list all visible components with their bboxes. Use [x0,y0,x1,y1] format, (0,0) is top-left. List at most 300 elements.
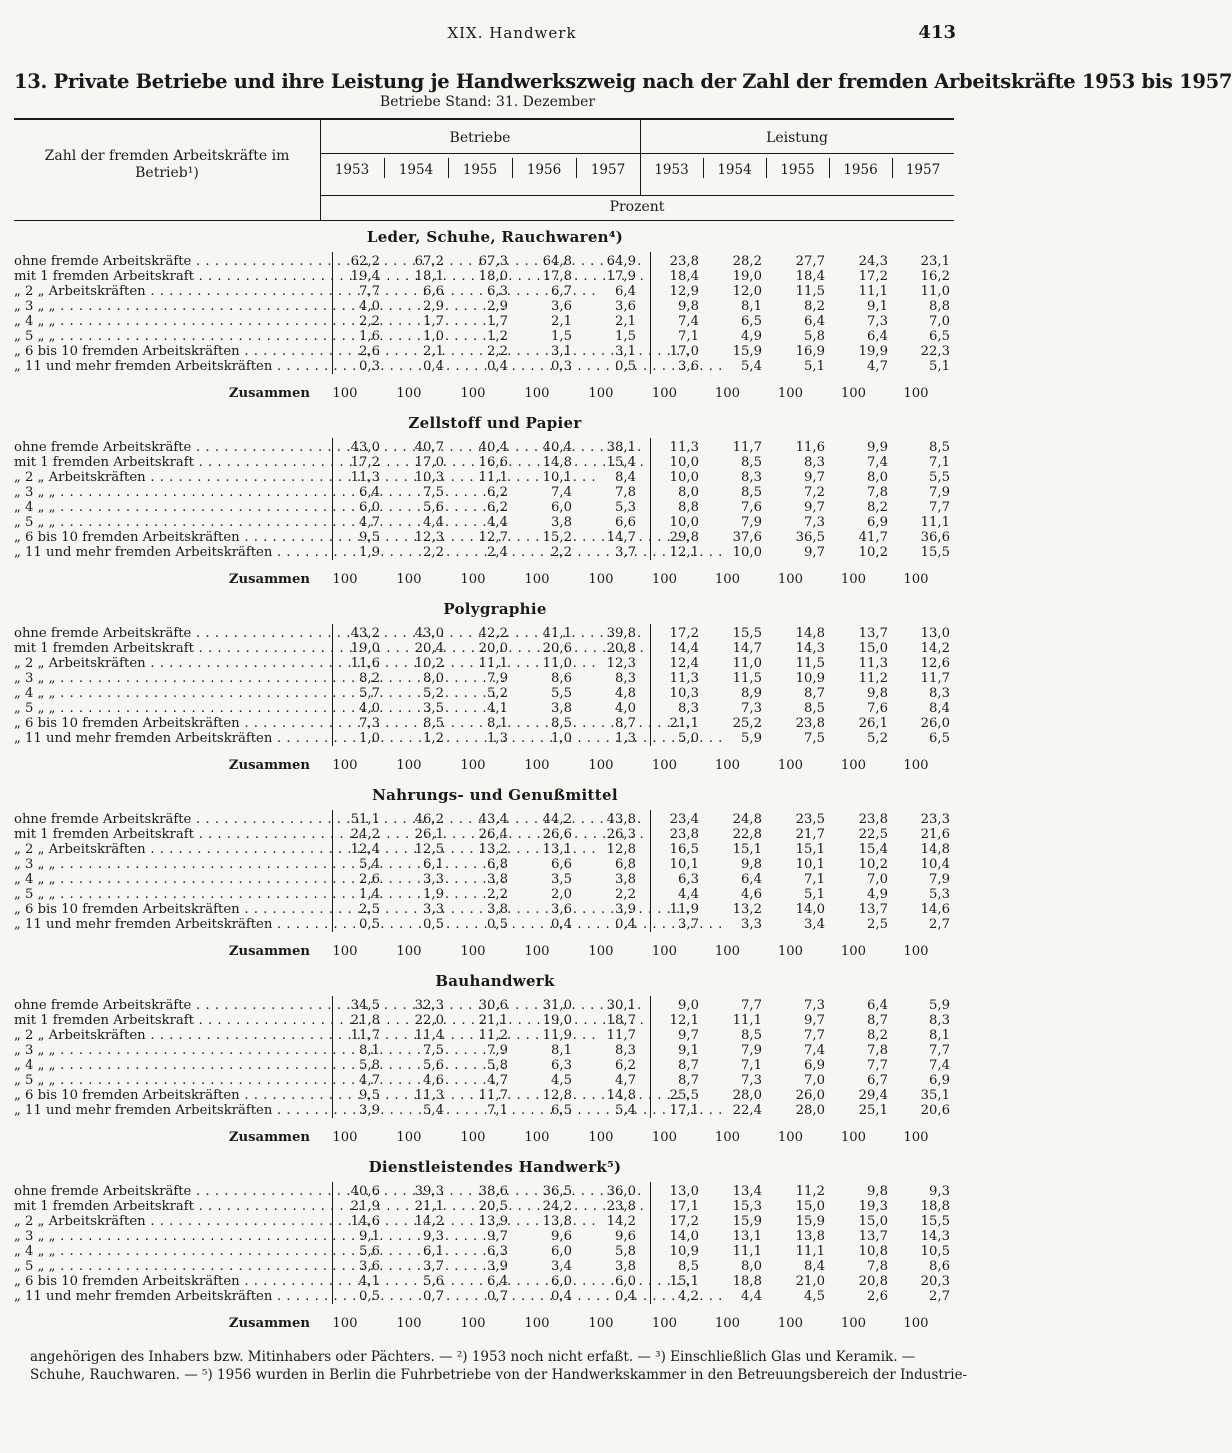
total-cell: 100 [651,1316,678,1331]
table-cell: 21,0 [795,1274,825,1289]
table-cell: 5,8 [615,1244,636,1259]
table-cell: 11,7 [920,671,950,686]
table-cell: 2,1 [423,344,444,359]
table-cell: 40,4 [542,440,572,455]
total-row [14,1316,954,1331]
table-cell: 8,7 [678,1058,699,1073]
year-header: 1956 [843,162,878,178]
table-cell: 15,9 [732,344,762,359]
table-cell: 2,7 [929,1289,950,1304]
total-cell: 100 [396,386,422,401]
table-cell: 11,2 [478,1028,508,1043]
table-cell: 11,1 [858,284,888,299]
table-cell: 11,1 [795,1244,825,1259]
table-cell: 11,1 [920,515,950,530]
table-cell: 6,0 [551,1274,572,1289]
table-cell: 9,7 [678,1028,699,1043]
table-cell: 2,6 [359,344,380,359]
table-cell: 14,4 [669,641,699,656]
table-cell: 6,4 [804,314,825,329]
row-label: „ 3 „ „ . . . [14,857,332,872]
table-cell: 7,8 [867,1043,888,1058]
total-cell: 100 [396,1130,422,1145]
table-cell: 1,4 [359,887,380,902]
table-cell: 2,0 [551,887,572,902]
table-cell: 9,6 [551,1229,572,1244]
row-label: „ 6 bis 10 fremden Arbeitskräften . . . [14,716,332,731]
table-cell: 7,7 [359,284,380,299]
table-cell: 15,1 [732,842,762,857]
total-cell: 100 [714,1316,741,1331]
table-cell: 8,1 [741,299,762,314]
table-cell: 11,5 [732,671,762,686]
total-label: Zusammen [228,386,310,401]
table-cell: 3,6 [359,1259,380,1274]
table-cell: 9,7 [487,1229,508,1244]
table-row [14,1289,954,1304]
table-cell: 2,2 [615,887,636,902]
table-cell: 6,6 [615,515,636,530]
footnotes [30,1348,968,1384]
total-cell: 100 [840,572,867,587]
table-cell: 9,1 [359,1229,380,1244]
table-cell: 67,2 [414,254,444,269]
table-cell: 4,4 [423,515,444,530]
row-label: „ 4 „ „ . . . [14,686,332,701]
table-cell: 7,7 [804,1028,825,1043]
table-cell: 15,9 [795,1214,825,1229]
table-cell: 17,9 [606,269,636,284]
table-cell: 14,8 [606,1088,636,1103]
row-label: „ 3 „ „ . . . [14,299,332,314]
table-cell: 20,6 [542,641,572,656]
table-cell: 10,4 [920,857,950,872]
table-title: 13. Private Betriebe und ihre Leistung je Handwerkszweig nach der Zahl der fremden Arbeitskräfte 1953 bis 1957 [14,70,1232,93]
table-cell: 8,5 [929,440,950,455]
stub-header: Zahl der fremden Arbeitskräfte im Betrieb¹) [44,148,290,181]
table-row [14,329,954,344]
year-header: 1953 [654,162,689,178]
total-cell: 100 [651,1130,678,1145]
table-cell: 6,7 [867,1073,888,1088]
total-row [14,386,954,401]
table-cell: 0,3 [551,359,572,374]
table-cell: 35,1 [920,1088,950,1103]
table-cell: 8,3 [615,1043,636,1058]
page-number: 413 [918,22,956,43]
row-label: „ 4 „ „ . . . [14,1058,332,1073]
table-cell: 21,6 [920,827,950,842]
table-cell: 22,3 [920,344,950,359]
row-label: „ 3 „ „ . . . [14,1229,332,1244]
total-cell: 100 [903,572,929,587]
table-cell: 12,4 [669,656,699,671]
total-cell: 100 [903,1130,929,1145]
table-cell: 6,7 [551,284,572,299]
table-cell: 7,5 [423,485,444,500]
row-label: mit 1 fremden Arbeitskraft . . . [14,1013,332,1028]
table-cell: 3,5 [551,872,572,887]
table-cell: 8,3 [615,671,636,686]
table-cell: 2,9 [487,299,508,314]
table-row [14,1013,954,1028]
table-cell: 1,7 [423,314,444,329]
table-cell: 19,9 [858,344,888,359]
table-cell: 64,8 [542,254,572,269]
total-cell: 100 [651,572,678,587]
table-cell: 14,3 [795,641,825,656]
table-row [14,545,954,560]
total-cell: 100 [460,1130,486,1145]
table-cell: 8,4 [804,1259,825,1274]
table-cell: 23,1 [920,254,950,269]
table-cell: 5,4 [359,857,380,872]
table-cell: 7,8 [867,485,888,500]
row-label: „ 3 „ „ . . . [14,1043,332,1058]
table-cell: 18,7 [606,1013,636,1028]
table-cell: 13,7 [858,1229,888,1244]
table-cell: 8,8 [678,500,699,515]
table-cell: 6,4 [867,998,888,1013]
table-cell: 41,1 [542,626,572,641]
table-cell: 25,2 [732,716,762,731]
table-cell: 0,4 [551,1289,572,1304]
table-cell: 2,2 [487,344,508,359]
table-cell: 8,9 [741,686,762,701]
total-cell: 100 [396,572,422,587]
table-cell: 18,4 [795,269,825,284]
table-cell: 5,5 [929,470,950,485]
table-cell: 17,1 [669,1199,699,1214]
table-row [14,626,954,641]
total-cell: 100 [524,386,550,401]
table-cell: 11,6 [350,656,380,671]
table-cell: 8,7 [804,686,825,701]
table-cell: 9,0 [678,998,699,1013]
table-cell: 5,8 [359,1058,380,1073]
total-cell: 100 [396,944,422,959]
table-cell: 15,1 [669,1274,699,1289]
table-cell: 0,5 [359,917,380,932]
total-cell: 100 [396,758,422,773]
table-cell: 5,6 [423,1274,444,1289]
table-cell: 14,0 [795,902,825,917]
table-cell: 6,4 [615,284,636,299]
table-cell: 24,3 [858,254,888,269]
table-cell: 8,6 [551,671,572,686]
total-cell: 100 [524,572,550,587]
table-cell: 11,3 [414,1088,444,1103]
table-cell: 4,7 [867,359,888,374]
table-cell: 5,4 [615,1103,636,1118]
row-label: „ 5 „ „ . . . [14,701,332,716]
total-cell: 100 [524,758,550,773]
total-cell: 100 [588,1130,614,1145]
table-cell: 13,7 [858,902,888,917]
row-label: „ 3 „ „ . . . [14,671,332,686]
table-cell: 6,3 [487,1244,508,1259]
table-cell: 6,5 [551,1103,572,1118]
table-cell: 8,5 [804,701,825,716]
table-cell: 11,1 [732,1244,762,1259]
total-cell: 100 [588,572,614,587]
table-cell: 21,1 [414,1199,444,1214]
table-cell: 44,2 [542,812,572,827]
table-cell: 0,4 [487,359,508,374]
total-cell: 100 [460,758,486,773]
table-cell: 8,0 [741,1259,762,1274]
table-cell: 7,2 [804,485,825,500]
table-cell: 9,5 [359,1088,380,1103]
table-cell: 2,9 [423,299,444,314]
total-cell: 100 [714,1130,741,1145]
table-cell: 3,7 [615,545,636,560]
total-cell: 100 [460,1316,486,1331]
table-cell: 64,9 [606,254,636,269]
table-cell: 7,7 [867,1058,888,1073]
table-cell: 12,1 [669,545,699,560]
table-cell: 0,5 [359,1289,380,1304]
total-label: Zusammen [228,1130,310,1145]
table-cell: 8,5 [678,1259,699,1274]
table-cell: 16,5 [669,842,699,857]
table-cell: 11,1 [732,1013,762,1028]
table-cell: 8,2 [867,1028,888,1043]
table-cell: 11,0 [542,656,572,671]
section [14,786,954,966]
table-cell: 17,2 [669,626,699,641]
table-cell: 5,3 [615,500,636,515]
table-cell: 3,6 [551,902,572,917]
table-cell: 20,8 [606,641,636,656]
row-label: „ 6 bis 10 fremden Arbeitskräften . . . [14,902,332,917]
table-cell: 6,8 [615,857,636,872]
table-cell: 11,1 [478,470,508,485]
total-cell: 100 [903,944,929,959]
table-cell: 0,5 [487,917,508,932]
row-label: „ 11 und mehr fremden Arbeitskräften . . . [14,731,332,746]
year-header: 1955 [780,162,815,178]
table-cell: 7,7 [929,1043,950,1058]
table-cell: 4,7 [615,1073,636,1088]
table-cell: 16,2 [920,269,950,284]
table-cell: 1,6 [359,329,380,344]
table-cell: 40,7 [414,440,444,455]
table-cell: 10,9 [669,1244,699,1259]
table-cell: 0,7 [423,1289,444,1304]
table-cell: 0,4 [615,1289,636,1304]
table-cell: 14,6 [920,902,950,917]
year-header: 1954 [717,162,752,178]
table-cell: 12,3 [414,530,444,545]
table-cell: 26,0 [795,1088,825,1103]
table-cell: 1,3 [487,731,508,746]
row-label: „ 2 „ Arbeitskräften . . . [14,1028,332,1043]
table-row [14,530,954,545]
row-label: „ 5 „ „ . . . [14,329,332,344]
table-cell: 62,2 [350,254,380,269]
table-cell: 7,3 [741,1073,762,1088]
total-cell: 100 [588,386,614,401]
table-cell: 4,2 [678,1289,699,1304]
table-cell: 9,9 [867,440,888,455]
table-cell: 3,9 [359,1103,380,1118]
table-cell: 43,0 [414,626,444,641]
table-cell: 11,9 [669,902,699,917]
table-cell: 13,2 [478,842,508,857]
total-cell: 100 [332,758,358,773]
total-cell: 100 [524,1316,550,1331]
table-cell: 6,0 [551,1244,572,1259]
table-cell: 25,5 [669,1088,699,1103]
table-cell: 8,5 [741,485,762,500]
table-cell: 11,5 [795,656,825,671]
total-label: Zusammen [228,572,310,587]
table-cell: 13,9 [478,1214,508,1229]
table-subtitle: Betriebe Stand: 31. Dezember [379,94,596,110]
table-cell: 10,9 [795,671,825,686]
table-cell: 32,3 [414,998,444,1013]
total-cell: 100 [714,758,741,773]
table-cell: 6,1 [423,857,444,872]
table-cell: 1,5 [551,329,572,344]
table-cell: 8,5 [741,455,762,470]
table-cell: 17,0 [669,344,699,359]
table-cell: 8,5 [551,716,572,731]
table-cell: 12,8 [542,1088,572,1103]
total-cell: 100 [840,386,867,401]
table-cell: 0,4 [615,917,636,932]
table-cell: 7,9 [487,671,508,686]
table-cell: 9,1 [867,299,888,314]
table-cell: 13,1 [542,842,572,857]
table-cell: 6,3 [678,872,699,887]
table-cell: 10,0 [669,455,699,470]
table-cell: 43,8 [606,812,636,827]
table-row [14,857,954,872]
table-cell: 5,1 [929,359,950,374]
table-cell: 21,1 [669,716,699,731]
table-cell: 8,2 [359,671,380,686]
table-cell: 6,9 [867,515,888,530]
table-cell: 5,4 [741,359,762,374]
table-cell: 20,3 [920,1274,950,1289]
row-label: „ 5 „ „ . . . [14,887,332,902]
table-cell: 29,8 [669,530,699,545]
table-row [14,269,954,284]
table-cell: 8,6 [929,1259,950,1274]
table-cell: 11,2 [858,671,888,686]
table-cell: 36,0 [606,1184,636,1199]
table-cell: 43,4 [478,812,508,827]
total-row [14,1130,954,1145]
table-cell: 1,3 [615,731,636,746]
table-cell: 17,1 [669,1103,699,1118]
table-cell: 4,0 [359,701,380,716]
table-cell: 31,0 [542,998,572,1013]
table-row [14,842,954,857]
table-cell: 1,7 [487,314,508,329]
table-cell: 13,0 [669,1184,699,1199]
table-row [14,1214,954,1229]
row-label: ohne fremde Arbeitskräfte . . . [14,626,332,641]
table-cell: 7,5 [423,1043,444,1058]
table-cell: 13,7 [858,626,888,641]
table-row [14,1199,954,1214]
table-cell: 3,9 [615,902,636,917]
total-cell: 100 [840,1316,867,1331]
table-cell: 9,5 [359,530,380,545]
table-cell: 7,7 [741,998,762,1013]
table-cell: 14,7 [732,641,762,656]
table-cell: 26,1 [414,827,444,842]
table-row [14,1043,954,1058]
table-cell: 10,8 [858,1244,888,1259]
table-cell: 41,7 [858,530,888,545]
table-cell: 15,5 [732,626,762,641]
table-cell: 23,8 [669,254,699,269]
table-row [14,686,954,701]
table-cell: 11,2 [795,1184,825,1199]
total-row [14,572,954,587]
table-cell: 18,8 [920,1199,950,1214]
table-cell: 10,1 [795,857,825,872]
table-cell: 3,8 [615,1259,636,1274]
table-row [14,1274,954,1289]
table-cell: 13,8 [795,1229,825,1244]
table-cell: 40,6 [350,1184,380,1199]
table-cell: 20,8 [858,1274,888,1289]
table-cell: 1,2 [423,731,444,746]
total-label: Zusammen [228,1316,310,1331]
table-cell: 5,4 [423,1103,444,1118]
table-cell: 11,0 [732,656,762,671]
table-cell: 2,6 [867,1289,888,1304]
row-label: mit 1 fremden Arbeitskraft . . . [14,269,332,284]
row-label: „ 4 „ „ . . . [14,872,332,887]
table-cell: 6,1 [423,1244,444,1259]
total-cell: 100 [651,758,678,773]
table-cell: 15,0 [858,1214,888,1229]
table-cell: 2,7 [929,917,950,932]
total-cell: 100 [332,1316,358,1331]
table-cell: 10,1 [669,857,699,872]
table-row [14,1028,954,1043]
total-cell: 100 [651,386,678,401]
table-cell: 1,9 [423,887,444,902]
table-cell: 7,4 [804,1043,825,1058]
table-cell: 3,6 [678,359,699,374]
table-cell: 26,1 [858,716,888,731]
table-cell: 15,3 [732,1199,762,1214]
table-cell: 11,7 [606,1028,636,1043]
table-row [14,1184,954,1199]
table-cell: 17,2 [858,269,888,284]
table-cell: 3,8 [551,515,572,530]
table-cell: 1,0 [551,731,572,746]
table-cell: 3,8 [615,872,636,887]
year-header: 1956 [526,162,562,178]
table-cell: 10,0 [732,545,762,560]
table-row [14,872,954,887]
table-cell: 7,0 [929,314,950,329]
total-cell: 100 [651,944,678,959]
row-label: „ 11 und mehr fremden Arbeitskräften . . . [14,1289,332,1304]
table-cell: 8,3 [929,1013,950,1028]
table-row [14,455,954,470]
table-cell: 28,2 [732,254,762,269]
table-cell: 15,2 [542,530,572,545]
